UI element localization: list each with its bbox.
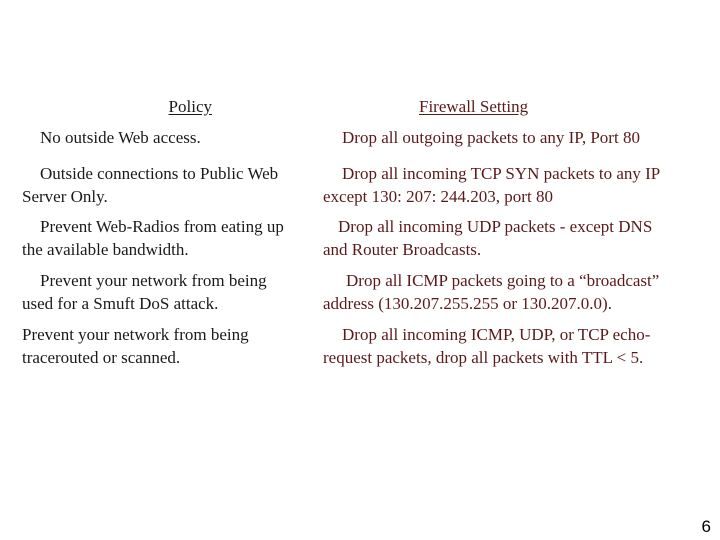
firewall-cell-4: Drop all ICMP packets going to a “broadcast” address (130.207.255.255 or 130.207.0.0).	[323, 271, 660, 313]
policy-cell-3: Prevent Web-Radios from eating up the available bandwidth.	[22, 217, 284, 259]
policy-column-header: Policy	[168, 97, 212, 116]
firewall-setting-column-header: Firewall Setting	[419, 97, 529, 116]
firewall-cell-1: Drop all outgoing packets to any IP, Port 80	[342, 128, 640, 147]
firewall-cell-5: Drop all incoming ICMP, UDP, or TCP echo- request packets, drop all packets with TTL < 5.	[323, 325, 651, 367]
firewall-cell-2: Drop all incoming TCP SYN packets to any IP except 130: 207: 244.203, port 80	[323, 164, 661, 206]
policy-cell-5: Prevent your network from being tracerouted or scanned.	[22, 325, 249, 367]
firewall-cell-3: Drop all incoming UDP packets - except DNS and Router Broadcasts.	[323, 217, 653, 259]
page-number: 6	[701, 517, 711, 536]
policy-cell-4: Prevent your network from being used for a Smuft DoS attack.	[22, 271, 267, 313]
policy-cell-2: Outside connections to Public Web Server Only.	[22, 164, 279, 206]
policy-cell-1: No outside Web access.	[40, 128, 201, 147]
